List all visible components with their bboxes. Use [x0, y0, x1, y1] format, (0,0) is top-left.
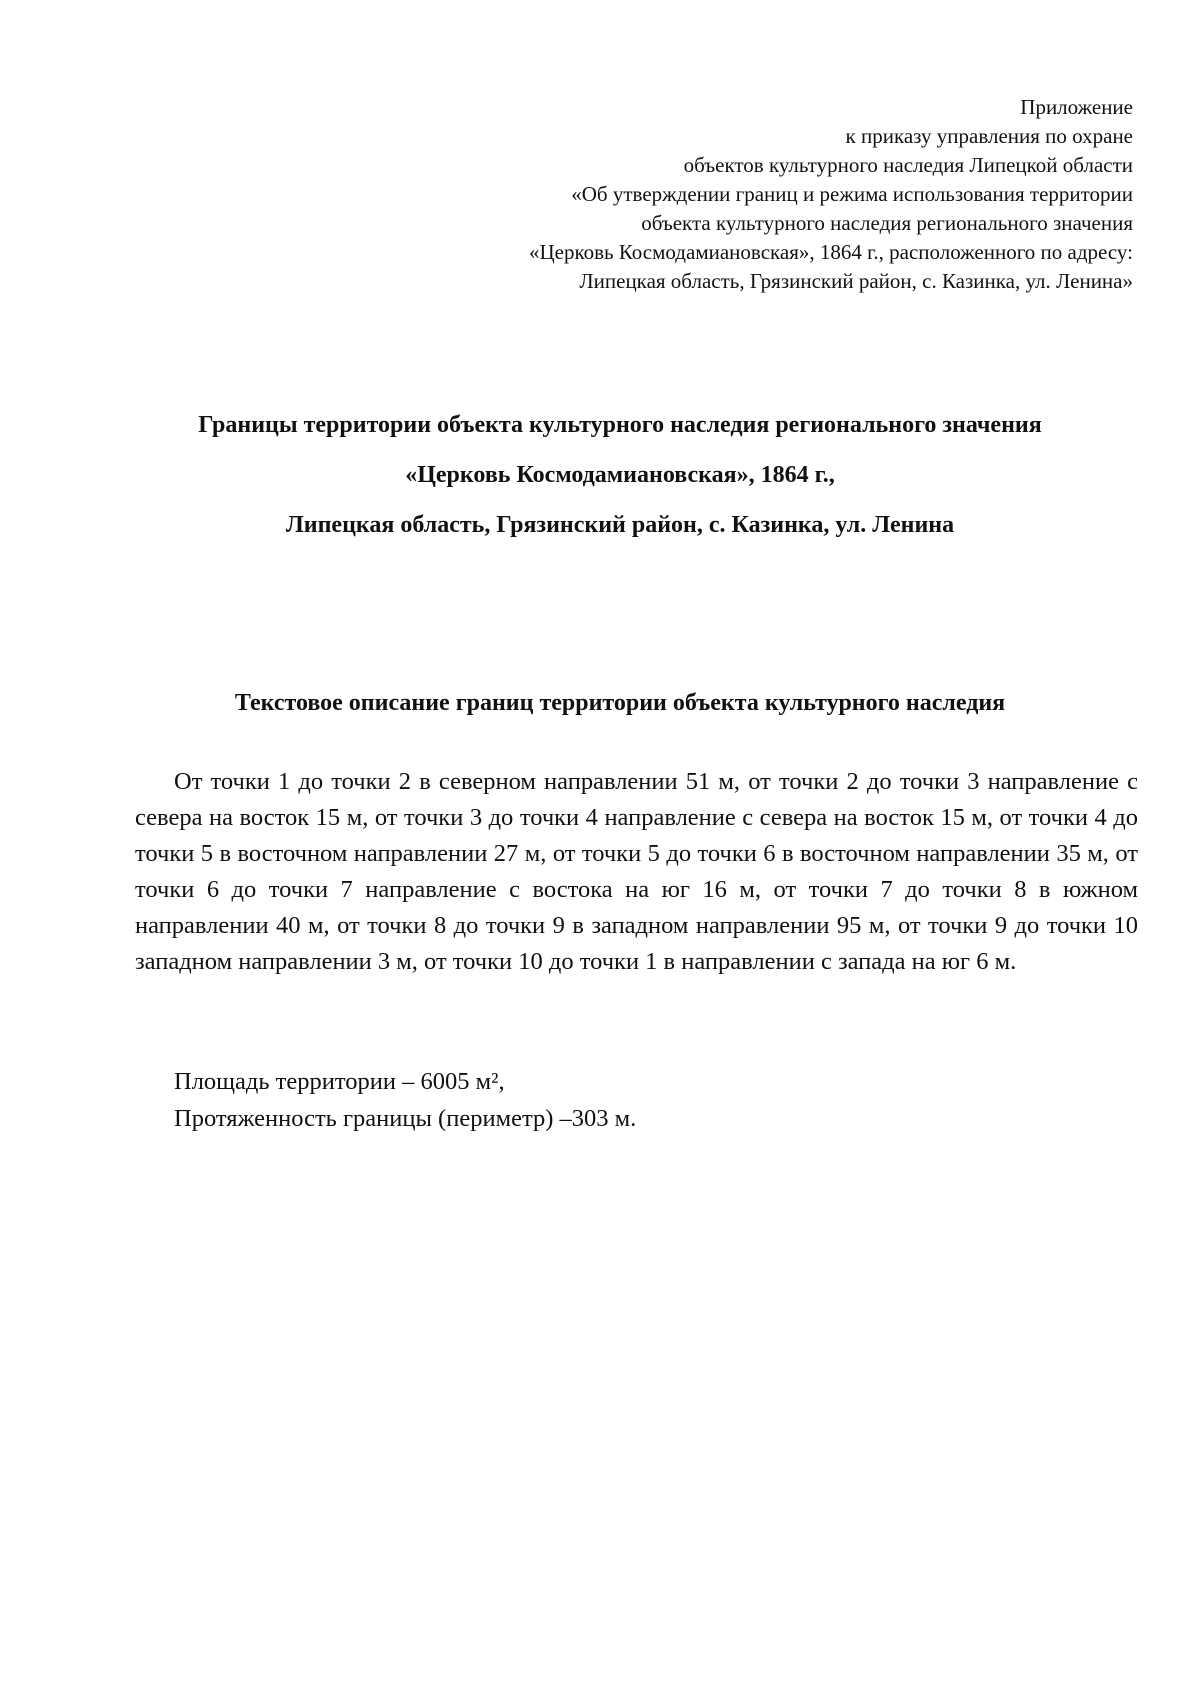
title-line: «Церковь Космодамиановская», 1864 г., — [405, 462, 835, 488]
appendix-line: объекта культурного наследия регионального значения — [641, 211, 1133, 235]
appendix-line: «Церковь Космодамиановская», 1864 г., расположенного по адресу: — [528, 240, 1133, 264]
title-line: Границы территории объекта культурного наследия регионального значения — [198, 412, 1042, 438]
territory-stats — [174, 1063, 636, 1137]
boundary-description: От точки 1 до точки 2 в северном направлении 51 м, от точки 2 до точки 3 направление с севера на восток 15 м, от точки 3 до точки 4 направление с севера на восток 15 м, от точки 4 до точки 5 в восточном направлении 27 м, от точки 5 до точки 6 в восточном направлении 35 м, от точки 6 до точки 7 направление с востока на юг 16 м, от точки 7 до точки 8 в южном направлении 40 м, от точки 8 до точки 9 в западном направлении 95 м, от точки 9 до точки 10 западном направлении 3 м, от точки 10 до точки 1 в направлении с запада на юг 6 м. — [135, 768, 1138, 975]
appendix-line: к приказу управления по охране — [845, 124, 1133, 148]
appendix-line: «Об утверждении границ и режима использования территории — [571, 182, 1133, 206]
document-title — [0, 400, 1200, 550]
perimeter-value: Протяженность границы (периметр) –303 м. — [174, 1105, 637, 1132]
appendix-line: Приложение — [1020, 95, 1133, 119]
description-heading: Текстовое описание границ территории объекта культурного наследия — [234, 690, 1006, 716]
title-line: Липецкая область, Грязинский район, с. Казинка, ул. Ленина — [285, 512, 955, 538]
appendix-header — [233, 93, 1133, 296]
area-value: Площадь территории – 6005 м², — [174, 1068, 505, 1095]
appendix-line: Липецкая область, Грязинский район, с. Казинка, ул. Ленина» — [579, 269, 1133, 293]
appendix-line: объектов культурного наследия Липецкой области — [683, 153, 1133, 177]
